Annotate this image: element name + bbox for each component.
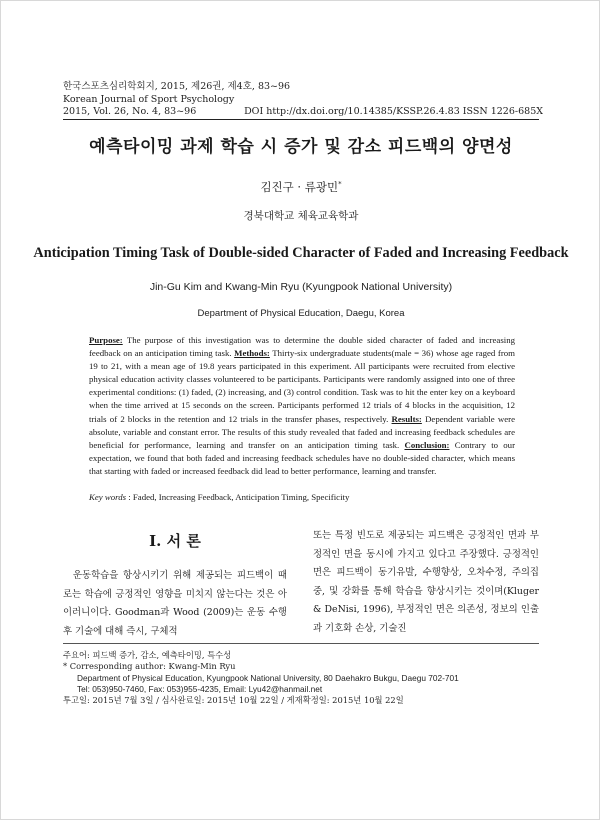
abstract-methods-text: Thirty-six undergraduate students(male = 36) whose age raged from 19 to 21, with a mean age of 19.8 years participated in this experiment. All participants were recruited from elective physical education activity classes volunteered to be participants. Participants were randomly assigned into one of three experimental conditions: (1) faded, (2) increasing, and (3) control condition. Task was to hit the enter key on a keyboard when the time arrived at 15 seconds on the screen. Participants performed 12 trials of 4 blocks in the acquisition, 12 trials of 2 blocks in the retention and 12 trials in the transfer phases, respectively. <box>89 348 515 424</box>
body-column-left <box>63 567 287 641</box>
authors-korean <box>1 179 600 195</box>
title-english: Anticipation Timing Task of Double-sided Character of Faded and Increasing Feedback <box>33 245 569 261</box>
abstract-results-label: Results: <box>391 413 422 424</box>
journal-volume-row <box>63 106 543 119</box>
abstract-purpose-text: The purpose of this investigation was to determine the double sided character of faded and increasing feedback on an anticipation timing task. <box>89 335 515 359</box>
footnote-corresponding-author: * Corresponding author: Kwang-Min Ryu <box>63 661 236 672</box>
abstract-conclusion-label: Conclusion: <box>404 439 450 450</box>
abstract-methods-label: Methods: <box>234 348 270 359</box>
authors-english: Jin-Gu Kim and Kwang-Min Ryu (Kyungpook National University) <box>149 281 453 293</box>
header-rule <box>63 119 539 120</box>
footnote-dates: 투고일: 2015년 7월 3일 / 심사완료일: 2015년 10월 22일 / 게재확정일: 2015년 10월 22일 <box>63 695 404 706</box>
abstract-conclusion-text: Contrary to our expectation, we found that both faded and increasing feedback schedules have no double-sided character, which means that starting with faded or increased feedback did lead to better performance, learning and transfer. <box>89 439 516 476</box>
section-heading-introduction: I. 서 론 <box>149 532 201 550</box>
title-korean: 예측타이밍 과제 학습 시 증가 및 감소 피드백의 양면성 <box>89 137 513 157</box>
abstract-purpose-label: Purpose: <box>89 335 123 345</box>
keywords-label: Key words <box>89 492 127 502</box>
body-column-right <box>313 527 539 638</box>
journal-header <box>63 81 543 119</box>
abstract-results-text: Dependent variable were absolute, variable and constant error. The results of this study revealed that faded and increasing feedback schedules are beneficial for performance, learning and transfer on an anticipation timing task. <box>89 413 515 450</box>
footnote-keywords-korean: 주요어: 피드백 증가, 감소, 예측타이밍, 특수성 <box>63 650 232 660</box>
abstract <box>89 334 515 478</box>
doi-issn: DOI http://dx.doi.org/10.14385/KSSP.26.4.83 ISSN 1226-685X <box>244 106 543 117</box>
keywords-text: : Faded, Increasing Feedback, Anticipation Timing, Specificity <box>126 492 350 502</box>
affiliation-english: Department of Physical Education, Daegu, Korea <box>197 308 405 319</box>
body-paragraph-left: 운동학습을 항상시키기 위해 제공되는 피드백이 때로는 학습에 긍정적인 영향을 미치지 않는다는 것은 아이러니이다. Goodman과 Wood (2009)는 운동 수행 후 기술에 대해 즉시, 구체적 <box>63 570 287 637</box>
affiliation-korean: 경북대학교 체육교육학과 <box>243 210 359 222</box>
authors-korean-names: 김진구 · 류광민 <box>260 180 339 194</box>
body-paragraph-right: 또는 특정 빈도로 제공되는 피드백은 긍정적인 면과 부정적인 면을 동시에 가지고 있다고 주장했다. 긍정적인 면은 피드백이 동기유발, 수행향상, 오차수정, 주의집중, 및 강화를 통해 학습을 향상시키는 것이며(Kluger & DeNisi, 1996), 부정적인 면은 의존성, 정보의 인출과 기호화 손상, 기술진 <box>313 530 539 634</box>
keywords <box>89 492 515 502</box>
footnote-contact: Tel: 053)950-7460, Fax: 053)955-4235, Email: Lyu42@hanmail.net <box>77 683 323 694</box>
footnote-address: Department of Physical Education, Kyungpook National University, 80 Daehakro Bukgu, Daegu 702-701 <box>77 672 459 683</box>
journal-name-english: Korean Journal of Sport Psychology <box>63 93 235 105</box>
corresponding-mark: * <box>338 180 342 189</box>
journal-volume: 2015, Vol. 26, No. 4, 83~96 <box>63 106 197 117</box>
footnote-rule <box>63 643 539 644</box>
journal-info-korean: 한국스포츠심리학회지, 2015, 제26권, 제4호, 83~96 <box>63 81 291 92</box>
footnotes <box>63 650 539 706</box>
